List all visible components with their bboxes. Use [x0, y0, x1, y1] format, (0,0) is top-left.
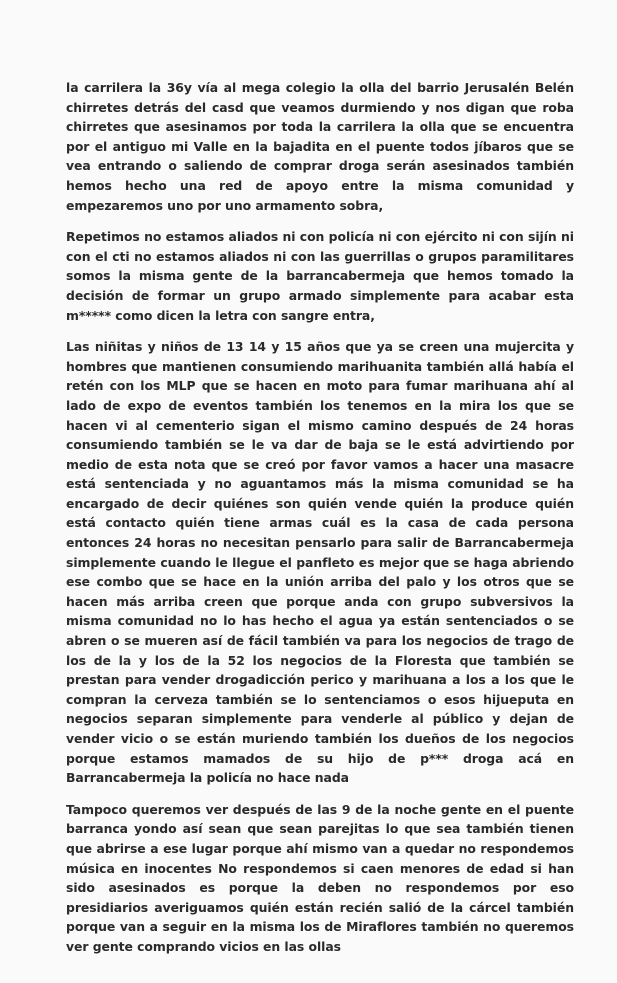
paragraph-3: Las niñitas y niños de 13 14 y 15 años que ya se creen una mujercita y hombres que mantienen consumiendo marihuanita también allá había el retén con los MLP que se hacen en moto para fumar marihuana ahí al lado de expo de eventos también los tenemos en la mira los que se hacen vi al cementerio sigan el mismo camino después de 24 horas consumiendo también se le va dar de baja se le está advirtiendo por medio de esta nota que se creó por favor vamos a hacer una masacre está sentenciada y no aguantamos más la misma comunidad se ha encargado de decir quiénes son quién vende quién la produce quién está contacto quién tiene armas cuál es la casa de cada persona entonces 24 horas no necesitan pensarlo para salir de Barrancabermeja simplemente cuando le llegue el panfleto es mejor que se haga abriendo ese combo que se hace en la unión arriba del palo y los otros que se hacen más arriba creen que porque anda con grupo subversivos la misma comunidad no lo has hecho el agua ya están sentenciados o se abren o se mueren así de fácil también va para los negocios de trago de los de la y los de la 52 los negocios de la Floresta que también se prestan para vender drogadicción perico y marihuana a los a los que le compran la cerveza también se lo sentenciamos o esos hijueputa en negocios separan simplemente para venderle al público y dejan de vender vicio o se están muriendo también los dueños de los negocios porque estamos mamados de su hijo de p*** droga acá en Barrancabermeja la policía no hace nada — [66, 339, 574, 786]
paragraph-1: la carrilera la 36y vía al mega colegio la olla del barrio Jerusalén Belén chirretes detrás del casd que veamos durmiendo y nos digan que roba chirretes que asesinamos por toda la carrilera la olla que se encuentra por el antiguo mi Valle en la bajadita en el puente todos jíbaros que se vea entrando o saliendo de comprar droga serán asesinados también hemos hecho una red de apoyo entre la misma comunidad y empezaremos uno por uno armamento sobra, — [66, 80, 574, 213]
paragraph-4: Tampoco queremos ver después de las 9 de la noche gente en el puente barranca yondo así sean que sean parejitas lo que sea también tienen que abrirse a ese lugar porque ahí mismo van a quedar no respondemos música en inocentes No respondemos si caen menores de edad si han sido asesinados es porque la deben no respondemos por eso presidiarios averiguamos quién están recién salió de la cárcel también porque van a seguir en la misma los de Miraflores también no queremos ver gente comprando vicios en las ollas — [66, 801, 574, 954]
document-body — [66, 78, 574, 969]
paragraph-2: Repetimos no estamos aliados ni con policía ni con ejército ni con sijín ni con el cti no estamos aliados ni con las guerrillas o grupos paramilitares somos la misma gente de la barrancabermeja que hemos tomado la decisión de formar un grupo armado simplemente para acabar esta m***** como dicen la letra con sangre entra, — [66, 229, 574, 323]
